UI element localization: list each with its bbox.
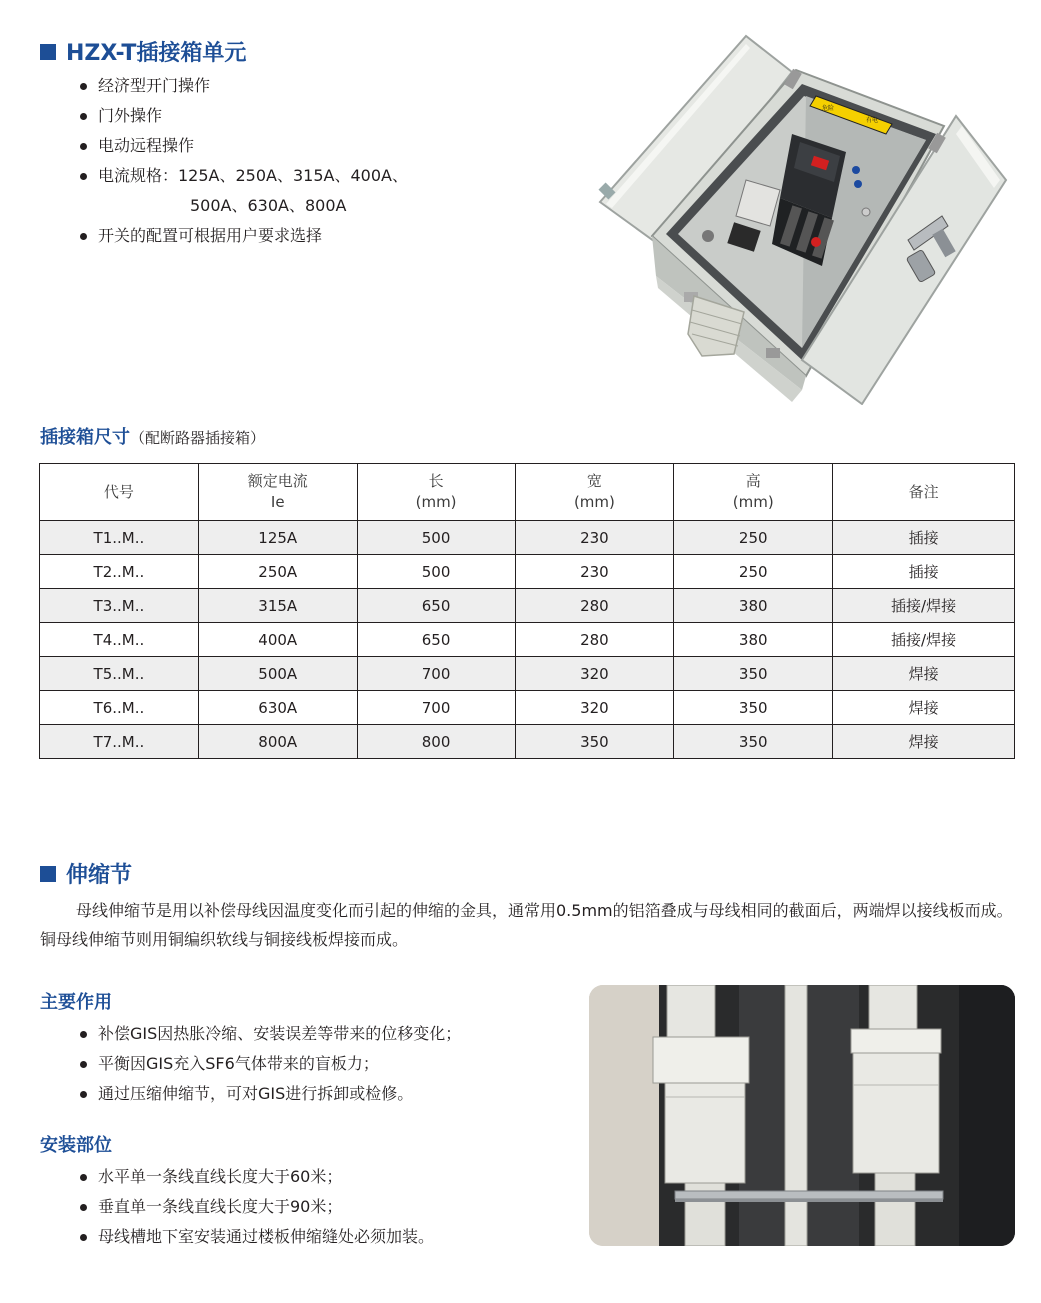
list-item: 门外操作 (78, 101, 408, 131)
section-title-text: 伸缩节 (66, 863, 133, 888)
table-cell: 350 (515, 725, 674, 759)
expansion-joint-description: 母线伸缩节是用以补偿母线因温度变化而引起的伸缩的金具，通常用0.5mm的铝箔叠成与母线相同的截面后，两端焊以接线板而成。铜母线伸缩节则用铜编织软线与铜接线板焊接而成。 (40, 901, 1013, 949)
list-item: 补偿GIS因热胀冷缩、安装误差等带来的位移变化； (78, 1019, 461, 1049)
list-item: 电流规格：125A、250A、315A、400A、 (78, 161, 408, 191)
table-cell: 500 (357, 521, 515, 555)
table-cell: 630A (198, 691, 357, 725)
table-row (40, 691, 1015, 725)
table-cell: T2..M.. (40, 555, 199, 589)
table-cell: 插接 (833, 555, 1015, 589)
table-cell: 250 (674, 555, 833, 589)
table-cell: 插接/焊接 (833, 589, 1015, 623)
table-cell: 插接/焊接 (833, 623, 1015, 657)
table-cell: T1..M.. (40, 521, 199, 555)
table-cell: 500 (357, 555, 515, 589)
table-cell: 380 (674, 589, 833, 623)
plug-in-box-photo (596, 30, 1008, 405)
install-list (78, 1162, 434, 1252)
function-list (78, 1019, 461, 1109)
table-header-row (40, 464, 1015, 521)
list-item: 垂直单一条线直线长度大于90米； (78, 1192, 434, 1222)
table-cell: T3..M.. (40, 589, 199, 623)
list-item: 母线槽地下室安装通过楼板伸缩缝处必须加装。 (78, 1222, 434, 1252)
square-bullet-icon (40, 44, 56, 60)
function-heading: 主要作用 (40, 992, 112, 1013)
list-item: 平衡因GIS充入SF6气体带来的盲板力； (78, 1049, 461, 1079)
dimensions-table (39, 463, 1015, 759)
table-row (40, 725, 1015, 759)
table-cell: 250 (674, 521, 833, 555)
list-item: 电动远程操作 (78, 131, 408, 161)
table-cell: 焊接 (833, 657, 1015, 691)
table-cell: 230 (515, 555, 674, 589)
column-header-rated-current: 额定电流 Ie (198, 464, 357, 521)
table-cell: 700 (357, 657, 515, 691)
table-cell: 焊接 (833, 725, 1015, 759)
table-cell: 125A (198, 521, 357, 555)
table-cell: 250A (198, 555, 357, 589)
table-cell: 500A (198, 657, 357, 691)
table-cell: 230 (515, 521, 674, 555)
table-cell: 700 (357, 691, 515, 725)
table-cell: T7..M.. (40, 725, 199, 759)
feature-list (78, 71, 408, 251)
table-cell: 280 (515, 589, 674, 623)
table-cell: 插接 (833, 521, 1015, 555)
table-cell: 320 (515, 691, 674, 725)
table-cell: 280 (515, 623, 674, 657)
table-cell: 350 (674, 691, 833, 725)
table-cell: T6..M.. (40, 691, 199, 725)
table-cell: 380 (674, 623, 833, 657)
warning-label-left: 危险 (822, 105, 835, 112)
column-header-code: 代号 (40, 464, 199, 521)
table-cell: 800A (198, 725, 357, 759)
table-cell: 焊接 (833, 691, 1015, 725)
column-header-remarks: 备注 (833, 464, 1015, 521)
table-cell: 650 (357, 623, 515, 657)
dimensions-title: 插接箱尺寸 (40, 427, 130, 448)
table-row (40, 555, 1015, 589)
table-row (40, 657, 1015, 691)
table-cell: 650 (357, 589, 515, 623)
table-row (40, 521, 1015, 555)
list-item: 通过压缩伸缩节，可对GIS进行拆卸或检修。 (78, 1079, 461, 1109)
table-cell: 800 (357, 725, 515, 759)
table-cell: 350 (674, 657, 833, 691)
list-item: 开关的配置可根据用户要求选择 (78, 221, 408, 251)
section-title-plug-box (40, 36, 246, 67)
column-header-width: 宽 (mm) (515, 464, 674, 521)
table-cell: 400A (198, 623, 357, 657)
table-row (40, 623, 1015, 657)
install-heading: 安装部位 (40, 1135, 112, 1156)
column-header-height: 高 (mm) (674, 464, 833, 521)
list-item: 经济型开门操作 (78, 71, 408, 101)
table-cell: 320 (515, 657, 674, 691)
list-item-continuation: 500A、630A、800A (190, 196, 347, 215)
dimensions-note: （配断路器插接箱） (130, 429, 266, 447)
table-row (40, 589, 1015, 623)
expansion-joint-photo (589, 985, 1015, 1246)
square-bullet-icon (40, 866, 56, 882)
table-cell: T5..M.. (40, 657, 199, 691)
warning-label-right: 有电 (866, 117, 879, 124)
table-cell: 315A (198, 589, 357, 623)
table-cell: 350 (674, 725, 833, 759)
dimensions-heading (40, 423, 265, 449)
section-title-expansion-joint (40, 858, 132, 889)
column-header-length: 长 (mm) (357, 464, 515, 521)
section-title-text: HZX-T插接箱单元 (66, 41, 247, 66)
table-cell: T4..M.. (40, 623, 199, 657)
list-item: 水平单一条线直线长度大于60米； (78, 1162, 434, 1192)
